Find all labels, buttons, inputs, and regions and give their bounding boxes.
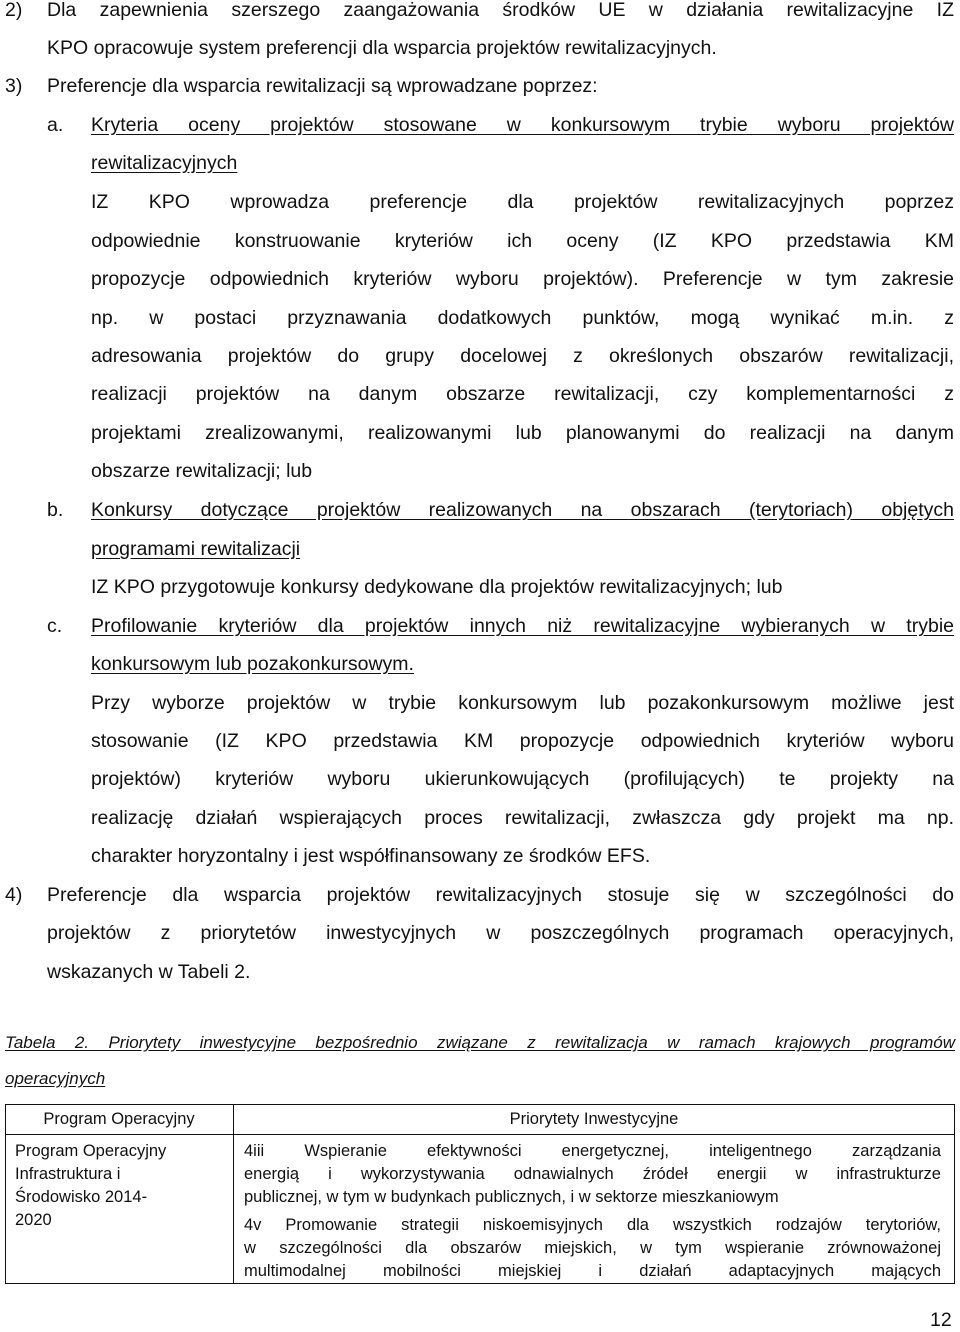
paragraph-line: adresowania projektów do grupy docelowej z określonych obszarów rewitalizacji,: [91, 345, 954, 367]
paragraph-line: projektów) kryteriów wyboru ukierunkowujących (profilujących) te projekty na: [91, 768, 954, 790]
table-header: Priorytety Inwestycyjne: [509, 1110, 679, 1128]
paragraph-line: projektami zrealizowanymi, realizowanymi lub planowanymi do realizacji na danym: [91, 422, 954, 444]
paragraph-line: charakter horyzontalny i jest współfinansowany ze środków EFS.: [91, 845, 651, 867]
sublist-letter: b.: [47, 499, 64, 521]
table-header: Program Operacyjny: [43, 1110, 195, 1128]
paragraph-line: Preferencje dla wsparcia projektów rewitalizacyjnych stosuje się w szczególności do: [47, 884, 954, 906]
subitem-heading: Profilowanie kryteriów dla projektów innych niż rewitalizacyjne wybieranych w trybie: [91, 615, 954, 637]
paragraph-line: propozycje odpowiednich kryteriów wyboru projektów). Preferencje w tym zakresie: [91, 268, 954, 290]
header-divider: [5, 1134, 955, 1135]
program-cell: Program Operacyjny: [15, 1142, 167, 1160]
priority-line: publicznej, w tym w budynkach publicznych, i w sektorze mieszkaniowym: [244, 1188, 779, 1206]
paragraph-line: stosowanie (IZ KPO przedstawia KM propozycje odpowiednich kryteriów wyboru: [91, 730, 954, 752]
paragraph-line: projektów z priorytetów inwestycyjnych w poszczególnych programach operacyjnych,: [47, 922, 954, 944]
priority-line: w szczególności dla obszarów miejskich, w tym wspieranie zrównoważonej: [244, 1239, 941, 1257]
paragraph-line: np. w postaci przyznawania dodatkowych punktów, mogą wynikać m.in. z: [91, 307, 954, 329]
paragraph-line: Dla zapewnienia szerszego zaangażowania środków UE w działania rewitalizacyjne IZ: [47, 0, 954, 21]
paragraph-line: realizację działań wspierających proces rewitalizacji, zwłaszcza gdy projekt ma np.: [91, 807, 954, 829]
paragraph-line: realizacji projektów na danym obszarze rewitalizacji, czy komplementarności z: [91, 383, 954, 405]
list-number: 2): [5, 0, 23, 21]
sublist-letter: a.: [47, 114, 64, 136]
column-divider: [233, 1104, 234, 1283]
priority-line: multimodalnej mobilności miejskiej i działań adaptacyjnych mających: [244, 1262, 941, 1280]
priority-line: 4v Promowanie strategii niskoemisyjnych dla wszystkich rodzajów terytoriów,: [244, 1216, 941, 1234]
page-number: 12: [930, 1309, 952, 1331]
program-cell: Środowisko 2014-: [15, 1188, 148, 1206]
paragraph-line: Preferencje dla wsparcia rewitalizacji są wprowadzane poprzez:: [47, 75, 598, 97]
subitem-heading: konkursowym lub pozakonkursowym.: [91, 653, 414, 675]
subitem-heading: programami rewitalizacji: [91, 538, 301, 560]
paragraph-line: odpowiednie konstruowanie kryteriów ich oceny (IZ KPO przedstawia KM: [91, 230, 954, 252]
priority-line: energią i wykorzystywania odnawialnych źródeł energii w infrastrukturze: [244, 1165, 941, 1183]
subitem-heading: rewitalizacyjnych: [91, 152, 238, 174]
table-caption: operacyjnych: [5, 1069, 106, 1088]
paragraph-line: wskazanych w Tabeli 2.: [47, 961, 251, 983]
paragraph-line: Przy wyborze projektów w trybie konkursowym lub pozakonkursowym możliwe jest: [91, 692, 954, 714]
table-caption: Tabela 2. Priorytety inwestycyjne bezpośrednio związane z rewitalizacja w ramach krajowych programów: [5, 1033, 955, 1052]
program-cell: 2020: [15, 1211, 52, 1229]
program-cell: Infrastruktura i: [15, 1165, 121, 1183]
paragraph-line: KPO opracowuje system preferencji dla wsparcia projektów rewitalizacyjnych.: [47, 37, 717, 59]
list-number: 4): [5, 884, 23, 906]
paragraph-line: obszarze rewitalizacji; lub: [91, 460, 313, 482]
list-number: 3): [5, 75, 23, 97]
paragraph-line: IZ KPO wprowadza preferencje dla projektów rewitalizacyjnych poprzez: [91, 191, 954, 213]
subitem-heading: Kryteria oceny projektów stosowane w konkursowym trybie wyboru projektów: [91, 114, 954, 136]
sublist-letter: c.: [47, 615, 63, 637]
priority-line: 4iii Wspieranie efektywności energetycznej, inteligentnego zarządzania: [244, 1142, 941, 1160]
subitem-heading: Konkursy dotyczące projektów realizowanych na obszarach (terytoriach) objętych: [91, 499, 954, 521]
paragraph-line: IZ KPO przygotowuje konkursy dedykowane dla projektów rewitalizacyjnych; lub: [91, 576, 783, 598]
